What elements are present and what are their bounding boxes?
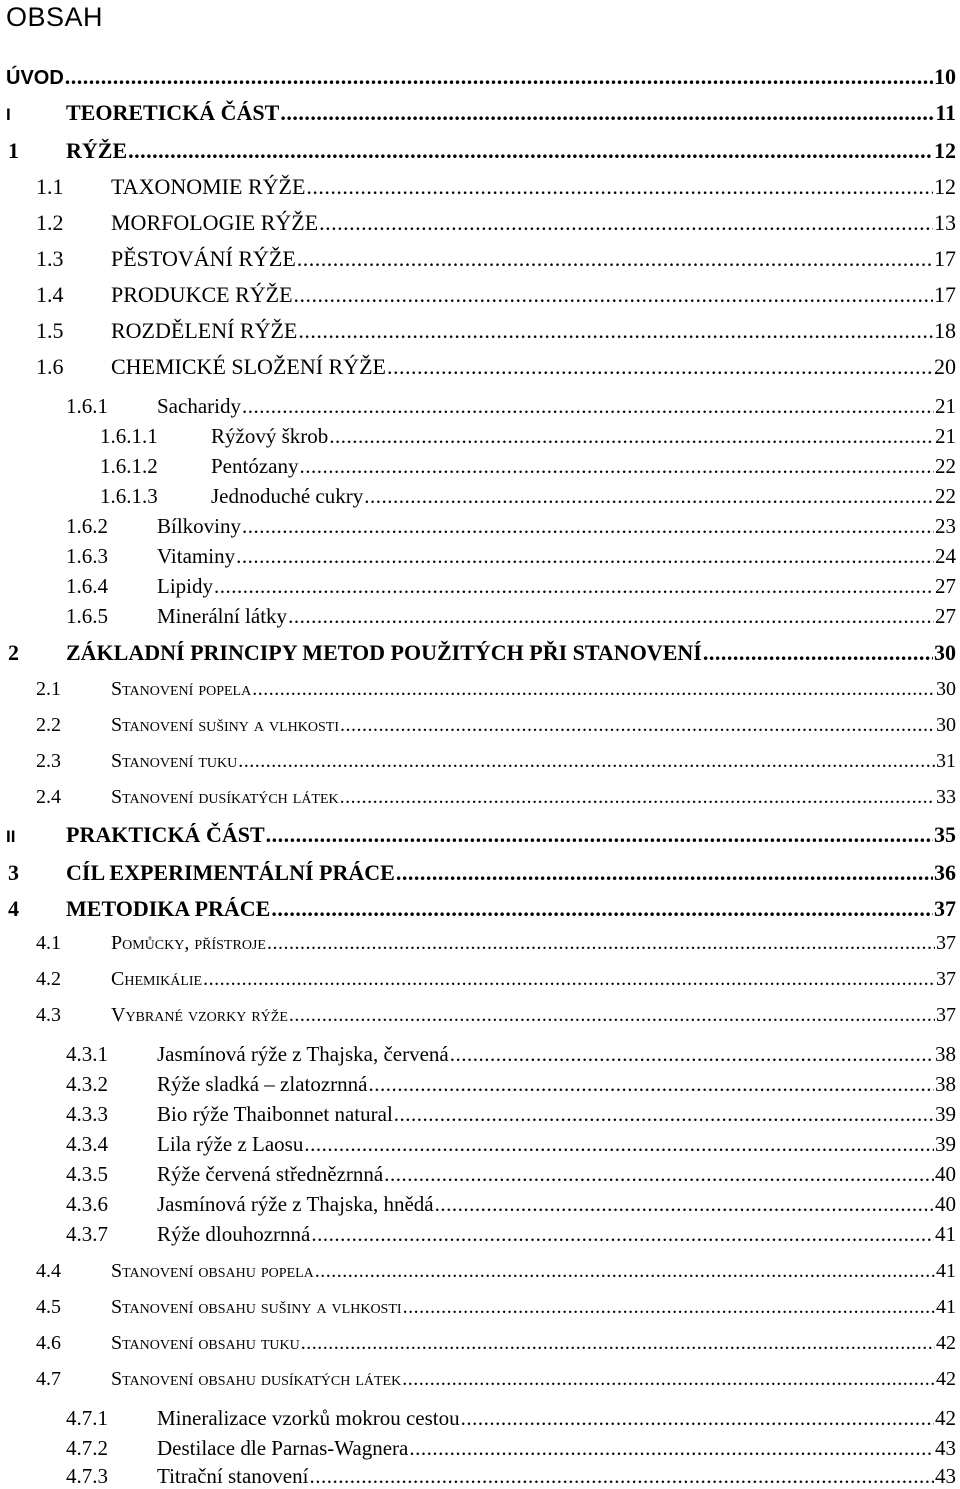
toc-entry-number: 3	[8, 860, 19, 885]
toc-entry-number: 4.3	[36, 1004, 61, 1026]
toc-entry-number: 1.6.1	[66, 394, 108, 418]
toc-entry-title: PRODUKCE RÝŽE	[111, 282, 293, 307]
dot-leader	[450, 1042, 934, 1067]
toc-entry-number: 4.5	[36, 1296, 61, 1318]
dot-leader	[369, 1072, 935, 1097]
toc-entry[interactable]	[0, 1042, 960, 1067]
toc-entry-title: Jasmínová rýže z Thajska, hnědá	[157, 1192, 434, 1216]
toc-entry-number: 4.7.1	[66, 1406, 108, 1430]
toc-entry-number: 4.4	[36, 1260, 61, 1282]
dot-leader	[435, 1192, 934, 1217]
toc-entry-number: 4.1	[36, 932, 61, 954]
dot-leader	[203, 968, 935, 991]
toc-entry-title: ROZDĚLENÍ RÝŽE	[111, 318, 298, 343]
dot-leader	[298, 318, 933, 344]
toc-entry[interactable]	[0, 1464, 960, 1489]
toc-entry-page: 43	[935, 1436, 956, 1460]
dot-leader	[238, 750, 935, 773]
dot-leader	[306, 174, 933, 200]
toc-entry-number: 1.2	[36, 210, 64, 235]
toc-entry-page: 23	[935, 514, 956, 538]
toc-entry[interactable]	[0, 1162, 960, 1187]
toc-entry-page: 21	[935, 394, 956, 418]
dot-leader	[309, 1464, 934, 1489]
dot-leader	[280, 100, 934, 126]
toc-entry[interactable]	[0, 318, 960, 344]
dot-leader	[267, 932, 935, 955]
toc-entry[interactable]	[0, 1368, 960, 1391]
toc-entry-title: Destilace dle Parnas-Wagnera	[157, 1436, 409, 1460]
toc-entry-page: 42	[936, 1332, 956, 1354]
dot-leader	[242, 394, 934, 419]
toc-entry-number: 4.7.3	[66, 1464, 108, 1488]
toc-entry-page: 37	[934, 896, 956, 921]
toc-entry-number: 4	[8, 896, 19, 921]
toc-entry-title: Titrační stanovení	[157, 1464, 309, 1488]
toc-entry-title: PĚSTOVÁNÍ RÝŽE	[111, 246, 296, 271]
toc-entry[interactable]	[0, 750, 960, 773]
toc-entry-title: ZÁKLADNÍ PRINCIPY METOD POUŽITÝCH PŘI STANOVENÍ	[66, 640, 702, 665]
toc-entry[interactable]	[0, 1072, 960, 1097]
toc-entry-number: 1.6.1.1	[100, 424, 158, 448]
toc-entry-title: Stanovení obsahu tuku	[111, 1332, 300, 1354]
toc-entry-page: 33	[936, 786, 956, 808]
toc-entry-number: 4.3.1	[66, 1042, 108, 1066]
toc-entry-number: 4.7	[36, 1368, 61, 1390]
toc-entry-page: 41	[936, 1296, 956, 1318]
toc-entry-page: 18	[934, 318, 956, 343]
toc-entry-number: 1.3	[36, 246, 64, 271]
dot-leader	[236, 544, 934, 569]
dot-leader	[271, 896, 933, 922]
toc-entry[interactable]	[0, 354, 960, 380]
dot-leader	[252, 678, 935, 701]
toc-entry[interactable]	[0, 640, 960, 666]
toc-entry-page: 37	[936, 1004, 956, 1026]
toc-entry-number: 2.1	[36, 678, 61, 700]
toc-entry-number: 1.6.3	[66, 544, 108, 568]
dot-leader	[242, 514, 934, 539]
toc-entry[interactable]	[0, 1102, 960, 1127]
dot-leader	[461, 1406, 934, 1431]
toc-entry[interactable]	[0, 574, 960, 599]
toc-entry-title: Stanovení obsahu popela	[111, 1260, 314, 1282]
toc-entry[interactable]	[0, 932, 960, 955]
toc-entry-number: 1.6.1.2	[100, 454, 158, 478]
toc-entry-page: 37	[936, 932, 956, 954]
toc-entry-title: Bio rýže Thaibonnet natural	[157, 1102, 393, 1126]
dot-leader	[65, 64, 933, 90]
toc-entry-title: Vitaminy	[157, 544, 236, 568]
dot-leader	[288, 604, 934, 629]
toc-entry-page: 10	[934, 64, 956, 89]
dot-leader	[266, 822, 933, 848]
toc-entry-title: Stanovení sušiny a vlhkosti	[111, 714, 339, 736]
dot-leader	[394, 1102, 934, 1127]
toc-entry-title: Pomůcky, přístroje	[111, 932, 266, 954]
toc-entry-number: 1.6.4	[66, 574, 108, 598]
toc-entry-title: Jednoduché cukry	[211, 484, 364, 508]
toc-entry-page: 41	[936, 1260, 956, 1282]
toc-entry[interactable]	[0, 1406, 960, 1431]
toc-entry-number: II	[6, 827, 16, 846]
dot-leader	[703, 640, 933, 666]
toc-entry[interactable]	[0, 210, 960, 236]
dot-leader	[299, 454, 934, 479]
toc-entry[interactable]	[0, 64, 960, 90]
dot-leader	[214, 574, 934, 599]
toc-entry-page: 36	[934, 860, 956, 885]
dot-leader	[294, 282, 933, 308]
toc-entry-title: Bílkoviny	[157, 514, 242, 538]
toc-entry-title: Chemikálie	[111, 968, 203, 990]
toc-entry[interactable]	[0, 1004, 960, 1027]
toc-entry[interactable]	[0, 1132, 960, 1157]
toc-entry-title: ÚVOD	[6, 67, 64, 89]
toc-entry-title: METODIKA PRÁCE	[66, 896, 271, 921]
toc-entry[interactable]	[0, 394, 960, 419]
toc-entry-page: 22	[935, 484, 956, 508]
toc-entry-number: 2	[8, 640, 19, 665]
toc-entry[interactable]	[0, 1332, 960, 1355]
toc-entry-page: 31	[936, 750, 956, 772]
toc-entry-title: Stanovení tuku	[111, 750, 238, 772]
toc-entry-page: 39	[935, 1132, 956, 1156]
toc-entry-page: 42	[935, 1406, 956, 1430]
toc-entry-page: 30	[934, 640, 956, 665]
dot-leader	[384, 1162, 934, 1187]
dot-leader	[311, 1222, 934, 1247]
dot-leader	[315, 1260, 935, 1283]
toc-entry[interactable]	[0, 454, 960, 479]
page-title: OBSAH	[6, 2, 104, 32]
toc-entry-title: Sacharidy	[157, 394, 241, 418]
toc-entry-number: 4.7.2	[66, 1436, 108, 1460]
toc-entry-page: 17	[934, 246, 956, 271]
toc-entry-number: 4.2	[36, 968, 61, 990]
toc-entry-title: Minerální látky	[157, 604, 288, 628]
toc-entry[interactable]	[0, 1260, 960, 1283]
toc-entry[interactable]	[0, 282, 960, 308]
dot-leader	[409, 1436, 934, 1461]
toc-entry-page: 42	[936, 1368, 956, 1390]
toc-entry-number: 2.3	[36, 750, 61, 772]
toc-entry-number: I	[6, 105, 11, 124]
toc-entry-title: Stanovení obsahu sušiny a vlhkosti	[111, 1296, 402, 1318]
toc-entry[interactable]	[0, 138, 960, 164]
toc-entry[interactable]	[0, 424, 960, 449]
toc-entry-title: Stanovení dusíkatých látek	[111, 786, 339, 808]
toc-entry-title: Mineralizace vzorků mokrou cestou	[157, 1406, 460, 1430]
dot-leader	[403, 1296, 935, 1319]
dot-leader	[128, 138, 933, 164]
toc-entry[interactable]	[0, 100, 960, 126]
toc-entry-number: 1	[8, 138, 19, 163]
toc-entry-page: 38	[935, 1042, 956, 1066]
toc-entry-title: Lila rýže z Laosu	[157, 1132, 304, 1156]
toc-entry[interactable]	[0, 174, 960, 200]
dot-leader	[364, 484, 934, 509]
dot-leader	[319, 210, 933, 236]
dot-leader	[340, 786, 935, 809]
toc-entry-number: 4.3.3	[66, 1102, 108, 1126]
toc-entry-number: 1.1	[36, 174, 64, 199]
toc-entry-title: Rýže sladká – zlatozrnná	[157, 1072, 368, 1096]
toc-entry[interactable]	[0, 1222, 960, 1247]
toc-entry-number: 4.3.2	[66, 1072, 108, 1096]
toc-entry[interactable]	[0, 544, 960, 569]
dot-leader	[396, 860, 933, 886]
toc-entry-title: Pentózany	[211, 454, 299, 478]
toc-entry-number: 1.6.1.3	[100, 484, 158, 508]
toc-entry-page: 41	[935, 1222, 956, 1246]
toc-entry-title: MORFOLOGIE RÝŽE	[111, 210, 319, 235]
dot-leader	[402, 1368, 935, 1391]
toc-entry[interactable]	[0, 484, 960, 509]
toc-entry[interactable]	[0, 968, 960, 991]
toc-entry-number: 4.3.7	[66, 1222, 108, 1246]
toc-entry-title: Rýže červená střednězrnná	[157, 1162, 384, 1186]
toc-entry-page: 30	[936, 714, 956, 736]
toc-entry-number: 1.4	[36, 282, 64, 307]
toc-entry[interactable]	[0, 1436, 960, 1461]
toc-entry[interactable]	[0, 1192, 960, 1217]
toc-entry[interactable]	[0, 678, 960, 701]
toc-entry-page: 39	[935, 1102, 956, 1126]
toc-entry-title: RÝŽE	[66, 138, 128, 163]
toc-entry-number: 4.6	[36, 1332, 61, 1354]
toc-entry-page: 11	[935, 100, 956, 125]
toc-entry-title: Stanovení obsahu dusíkatých látek	[111, 1368, 402, 1390]
toc-entry-number: 1.6.5	[66, 604, 108, 628]
toc-entry-page: 12	[934, 174, 956, 199]
toc-entry-page: 24	[935, 544, 956, 568]
toc-entry-page: 13	[934, 210, 956, 235]
toc-entry-number: 4.3.5	[66, 1162, 108, 1186]
toc-entry-title: Lipidy	[157, 574, 213, 598]
toc-entry-page: 22	[935, 454, 956, 478]
toc-entry-title: Stanovení popela	[111, 678, 252, 700]
dot-leader	[340, 714, 935, 737]
toc-entry-number: 1.6	[36, 354, 64, 379]
dot-leader	[387, 354, 933, 380]
toc-entry-page: 43	[935, 1464, 956, 1488]
toc-entry-number: 4.3.6	[66, 1192, 108, 1216]
toc-entry-page: 40	[935, 1162, 956, 1186]
toc-entry-page: 27	[935, 574, 956, 598]
toc-entry-page: 30	[936, 678, 956, 700]
toc-entry-page: 37	[936, 968, 956, 990]
toc-entry-page: 27	[935, 604, 956, 628]
toc-entry-number: 1.6.2	[66, 514, 108, 538]
toc-entry-page: 21	[935, 424, 956, 448]
toc-entry-page: 20	[934, 354, 956, 379]
toc-entry-title: Rýže dlouhozrnná	[157, 1222, 311, 1246]
toc-entry[interactable]	[0, 246, 960, 272]
toc-entry-number: 2.4	[36, 786, 61, 808]
toc-entry-title: Jasmínová rýže z Thajska, červená	[157, 1042, 449, 1066]
toc-entry-page: 17	[934, 282, 956, 307]
toc-entry-page: 38	[935, 1072, 956, 1096]
toc-entry-page: 35	[934, 822, 956, 847]
toc-entry-title: Vybrané vzorky rýže	[111, 1004, 288, 1026]
toc-entry[interactable]	[0, 514, 960, 539]
toc-entry[interactable]	[0, 1296, 960, 1319]
toc-entry[interactable]	[0, 896, 960, 922]
dot-leader	[289, 1004, 935, 1027]
dot-leader	[329, 424, 934, 449]
toc-entry-title: CÍL EXPERIMENTÁLNÍ PRÁCE	[66, 860, 395, 885]
toc-entry-page: 12	[934, 138, 956, 163]
toc-entry[interactable]	[0, 822, 960, 848]
toc-entry[interactable]	[0, 604, 960, 629]
toc-entry-title: Rýžový škrob	[211, 424, 329, 448]
toc-entry-number: 2.2	[36, 714, 61, 736]
dot-leader	[297, 246, 933, 272]
toc-entry-title: TEORETICKÁ ČÁST	[66, 100, 280, 125]
toc-entry-number: 1.5	[36, 318, 64, 343]
toc-entry[interactable]	[0, 860, 960, 886]
toc-entry-title: TAXONOMIE RÝŽE	[111, 174, 306, 199]
toc-entry[interactable]	[0, 714, 960, 737]
toc-entry-number: 4.3.4	[66, 1132, 108, 1156]
dot-leader	[304, 1132, 934, 1157]
toc-entry-page: 40	[935, 1192, 956, 1216]
dot-leader	[301, 1332, 935, 1355]
toc-entry-title: CHEMICKÉ SLOŽENÍ RÝŽE	[111, 354, 386, 379]
toc-entry-title: PRAKTICKÁ ČÁST	[66, 822, 265, 847]
toc-entry[interactable]	[0, 786, 960, 809]
